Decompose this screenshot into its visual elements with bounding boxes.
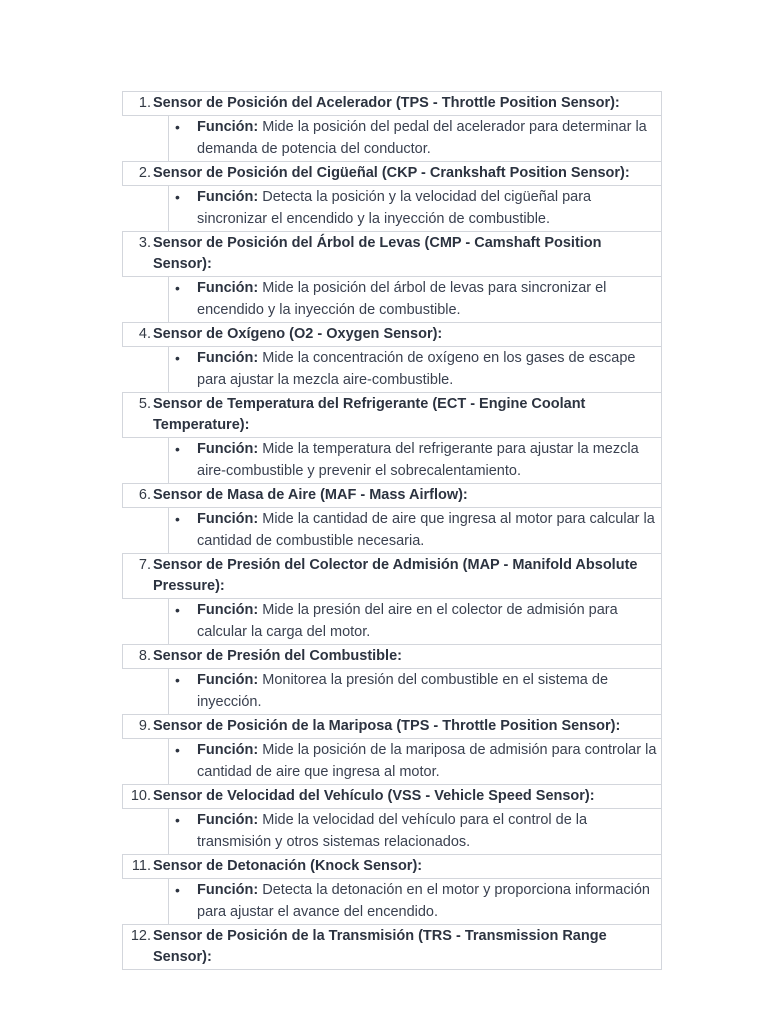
function-label: Función: <box>197 189 263 205</box>
item-title: Sensor de Presión del Combustible: <box>153 648 402 664</box>
list-item-heading <box>122 854 662 879</box>
item-title: Sensor de Posición del Cigüeñal (CKP - Crankshaft Position Sensor): <box>153 165 630 181</box>
bullet-icon: • <box>175 350 180 366</box>
function-label: Función: <box>197 350 263 366</box>
function-label: Función: <box>197 672 263 688</box>
list-item-heading <box>122 322 662 347</box>
item-title: Sensor de Velocidad del Vehículo (VSS - Vehicle Speed Sensor): <box>153 788 595 804</box>
function-description: Detecta la detonación en el motor y proporciona información para ajustar el avance del encendido. <box>197 882 650 920</box>
list-item-detail <box>168 346 662 393</box>
function-description: Mide la presión del aire en el colector de admisión para calcular la carga del motor. <box>197 602 618 640</box>
item-title: Sensor de Posición de la Transmisión (TRS - Transmission Range Sensor): <box>153 928 607 965</box>
bullet-icon: • <box>175 742 180 758</box>
list-item-detail <box>168 598 662 645</box>
list-item-heading <box>122 231 662 277</box>
list-item-detail <box>168 808 662 855</box>
list-item-detail <box>168 878 662 925</box>
bullet-icon: • <box>175 441 180 457</box>
list-item-heading <box>122 714 662 739</box>
item-title: Sensor de Presión del Colector de Admisión (MAP - Manifold Absolute Pressure): <box>153 557 638 594</box>
item-number: 9. <box>138 718 151 734</box>
function-label: Función: <box>197 602 263 618</box>
list-item-detail <box>168 276 662 323</box>
bullet-icon: • <box>175 280 180 296</box>
item-number: 8. <box>138 648 151 664</box>
function-label: Función: <box>197 280 263 296</box>
function-description: Detecta la posición y la velocidad del cigüeñal para sincronizar el encendido y la inyección de combustible. <box>197 189 592 227</box>
item-number: 12. <box>130 928 151 944</box>
list-item-heading <box>122 161 662 186</box>
list-item-heading <box>122 644 662 669</box>
item-title: Sensor de Temperatura del Refrigerante (ECT - Engine Coolant Temperature): <box>153 396 586 433</box>
item-title: Sensor de Detonación (Knock Sensor): <box>153 858 423 874</box>
function-label: Función: <box>197 742 263 758</box>
item-number: 6. <box>138 487 151 503</box>
item-title: Sensor de Posición del Acelerador (TPS - Throttle Position Sensor): <box>153 95 620 111</box>
list-item-heading <box>122 553 662 599</box>
item-title: Sensor de Posición del Árbol de Levas (CMP - Camshaft Position Sensor): <box>153 235 602 272</box>
bullet-icon: • <box>175 812 180 828</box>
bullet-icon: • <box>175 119 180 135</box>
list-item-detail <box>168 738 662 785</box>
sensor-list-document <box>122 92 662 970</box>
function-description: Mide la cantidad de aire que ingresa al motor para calcular la cantidad de combustible necesaria. <box>197 511 655 549</box>
list-item-detail <box>168 437 662 484</box>
item-number: 7. <box>138 557 151 573</box>
function-label: Función: <box>197 441 263 457</box>
item-number: 11. <box>131 858 151 874</box>
item-number: 1. <box>138 95 151 111</box>
item-title: Sensor de Masa de Aire (MAF - Mass Airflow): <box>153 487 468 503</box>
bullet-icon: • <box>175 882 180 898</box>
item-title: Sensor de Posición de la Mariposa (TPS - Throttle Position Sensor): <box>153 718 621 734</box>
list-item-detail <box>168 668 662 715</box>
list-item-heading <box>122 483 662 508</box>
list-item-heading <box>122 924 662 970</box>
function-description: Mide la temperatura del refrigerante para ajustar la mezcla aire-combustible y prevenir el sobrecalentamiento. <box>197 441 639 479</box>
function-label: Función: <box>197 119 263 135</box>
bullet-icon: • <box>175 511 180 527</box>
function-description: Mide la posición de la mariposa de admisión para controlar la cantidad de aire que ingresa al motor. <box>197 742 657 780</box>
list-item-heading <box>122 784 662 809</box>
item-number: 10. <box>130 788 151 804</box>
list-item-detail <box>168 115 662 162</box>
item-number: 3. <box>138 235 151 251</box>
function-description: Mide la posición del árbol de levas para sincronizar el encendido y la inyección de combustible. <box>197 280 607 318</box>
function-label: Función: <box>197 882 263 898</box>
item-number: 4. <box>138 326 151 342</box>
function-description: Mide la concentración de oxígeno en los gases de escape para ajustar la mezcla aire-combustible. <box>197 350 636 388</box>
item-number: 2. <box>138 165 151 181</box>
function-description: Mide la posición del pedal del acelerador para determinar la demanda de potencia del conductor. <box>197 119 647 157</box>
list-item-detail <box>168 507 662 554</box>
bullet-icon: • <box>175 189 180 205</box>
item-number: 5. <box>138 396 151 412</box>
function-label: Función: <box>197 511 263 527</box>
item-title: Sensor de Oxígeno (O2 - Oxygen Sensor): <box>153 326 443 342</box>
list-item-heading <box>122 91 662 116</box>
function-description: Mide la velocidad del vehículo para el control de la transmisión y otros sistemas relacionados. <box>197 812 588 850</box>
bullet-icon: • <box>175 672 180 688</box>
bullet-icon: • <box>175 602 180 618</box>
function-description: Monitorea la presión del combustible en el sistema de inyección. <box>197 672 609 710</box>
list-item-heading <box>122 392 662 438</box>
list-item-detail <box>168 185 662 232</box>
function-label: Función: <box>197 812 263 828</box>
